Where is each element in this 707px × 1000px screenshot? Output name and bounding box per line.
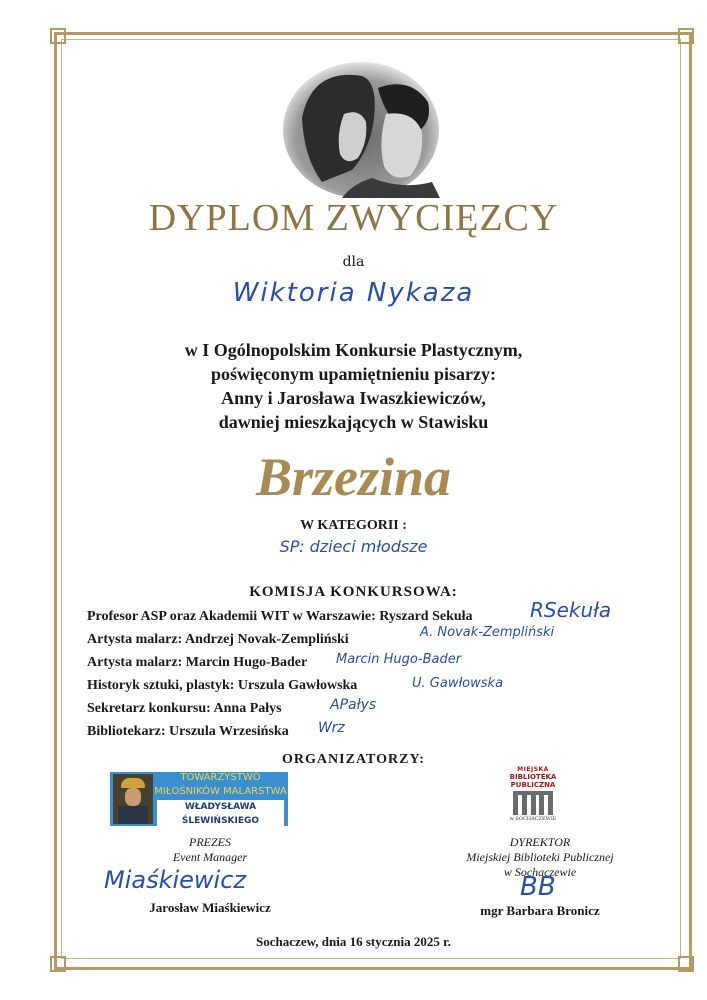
library-logo-line: PUBLICZNA: [510, 781, 556, 789]
president-role-sub: Event Manager: [172, 850, 248, 864]
director-name: mgr Barbara Bronicz: [480, 903, 600, 918]
organizers-heading: ORGANIZATORZY:: [282, 752, 425, 767]
description-line: w I Ogólnopolskim Konkursie Plastycznym,: [184, 340, 523, 360]
president-name: Jarosław Miaśkiewicz: [149, 900, 271, 915]
description-line: Anny i Jarosława Iwaszkiewiczów,: [221, 388, 486, 408]
director-signature: BB: [520, 872, 556, 902]
director-role-sub: w Sochaczewie: [503, 865, 577, 879]
place-and-date: Sochaczew, dnia 16 stycznia 2025 r.: [256, 934, 451, 949]
library-logo-line: MIEJSKA: [517, 766, 549, 773]
tmm-logo-line: MIŁOŚNIKÓW MALARSTWA: [154, 785, 287, 797]
corner-ornament: [678, 956, 694, 972]
library-logo-line: BIBLIOTEKA: [509, 773, 557, 781]
writers-portrait: [282, 58, 440, 198]
member-signature: RSekuła: [530, 598, 612, 622]
corner-ornament: [50, 28, 66, 44]
president-role: PREZES: [189, 835, 231, 849]
committee-member: Artysta malarz: Andrzej Novak-Zempliński: [87, 632, 349, 647]
member-signature: APałys: [330, 697, 377, 713]
painter-portrait-icon: [113, 774, 153, 824]
category-label: W KATEGORII :: [300, 518, 407, 533]
member-signature: Wrz: [318, 720, 345, 736]
winner-name: Wiktoria Nykaza: [232, 278, 475, 308]
director-role: DYREKTOR: [509, 835, 571, 849]
diploma-title: DYPLOM ZWYCIĘZCY: [148, 197, 559, 239]
library-logo: [500, 766, 566, 832]
description-line: dawniej mieszkających w Stawisku: [218, 412, 489, 432]
tmm-logo-line: WŁADYSŁAWA ŚLEWIŃSKIEGO: [157, 800, 284, 828]
library-building-icon: [513, 791, 553, 815]
tmm-logo-line: TOWARZYSTWO: [180, 771, 261, 783]
library-logo-line: w SOCHACZEWIE: [509, 816, 557, 822]
member-signature: Marcin Hugo-Bader: [336, 652, 462, 667]
committee-member: Sekretarz konkursu: Anna Pałys: [87, 701, 282, 716]
member-signature: U. Gawłowska: [412, 676, 504, 691]
member-signature: A. Novak-Zempliński: [420, 625, 555, 640]
corner-ornament: [50, 956, 66, 972]
president-signature: Miaśkiewicz: [104, 866, 247, 894]
committee-member: Profesor ASP oraz Akademii WIT w Warszawie: Ryszard Sekuła: [87, 609, 473, 624]
director-role-sub: Miejskiej Biblioteki Publicznej: [466, 850, 614, 864]
description-line: poświęconym upamiętnieniu pisarzy:: [210, 364, 496, 384]
committee-heading: KOMISJA KONKURSOWA:: [249, 584, 458, 600]
committee-member: Bibliotekarz: Urszula Wrzesińska: [87, 724, 289, 739]
corner-ornament: [678, 28, 694, 44]
tmm-logo: [110, 772, 288, 826]
category-value: SP: dzieci młodsze: [279, 537, 428, 556]
committee-member: Artysta malarz: Marcin Hugo-Bader: [87, 655, 308, 670]
for-label: dla: [342, 254, 365, 270]
committee-member: Historyk sztuki, plastyk: Urszula Gawłowska: [87, 678, 358, 693]
place-name: Brzezina: [255, 447, 452, 507]
